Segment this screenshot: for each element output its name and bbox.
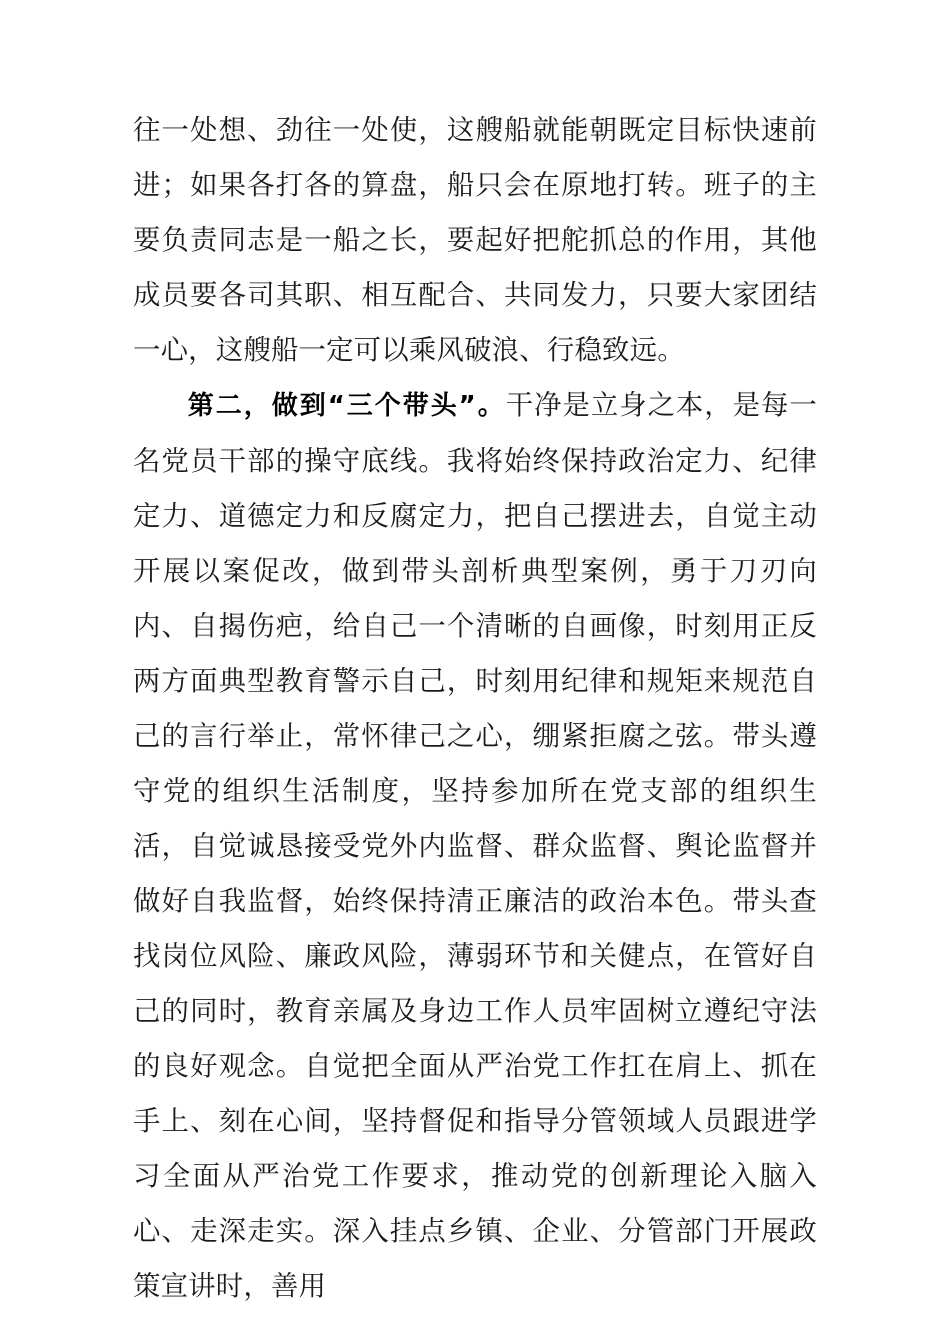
paragraph-body-text: 干净是立身之本，是每一名党员干部的操守底线。我将始终保持政治定力、纪律定力、道德定力和反腐定力，把自己摆进去，自觉主动开展以案促改，做到带头剖析典型案例，勇于刀刃向内、自揭伤疤，给自己一个清晰的自画像，时刻用正反两方面典型教育警示自己，时刻用纪律和规矩来规范自己的言行举止，常怀律己之心，绷紧拒腐之弦。带头遵守党的组织生活制度，坚持参加所在党支部的组织生活，自觉诚恳接受党外内监督、群众监督、舆论监督并做好自我监督，始终保持清正廉洁的政治本色。带头查找岗位风险、廉政风险，薄弱环节和关健点，在管好自己的同时，教育亲属及身边工作人员牢固树立遵纪守法的良好观念。自觉把全面从严治党工作扛在肩上、抓在手上、刻在心间，坚持督促和指导分管领域人员跟进学习全面从严治党工作要求，推动党的创新理论入脑入心、走深走实。深入挂点乡镇、企业、分管部门开展政策宣讲时，善用 (133, 390, 818, 1301)
paragraph-continuation: 往一处想、劲往一处使，这艘船就能朝既定目标快速前进；如果各打各的算盘，船只会在原地打转。班子的主要负责同志是一船之长，要起好把舵抓总的作用，其他成员要各司其职、相互配合、共同发力，只要大家团结一心，这艘船一定可以乘风破浪、行稳致远。 (133, 115, 817, 365)
paragraph-lead-bold: 第二，做到“三个带头”。 (187, 391, 506, 421)
paragraph-second-point (133, 378, 817, 1314)
document-body (133, 103, 817, 1314)
